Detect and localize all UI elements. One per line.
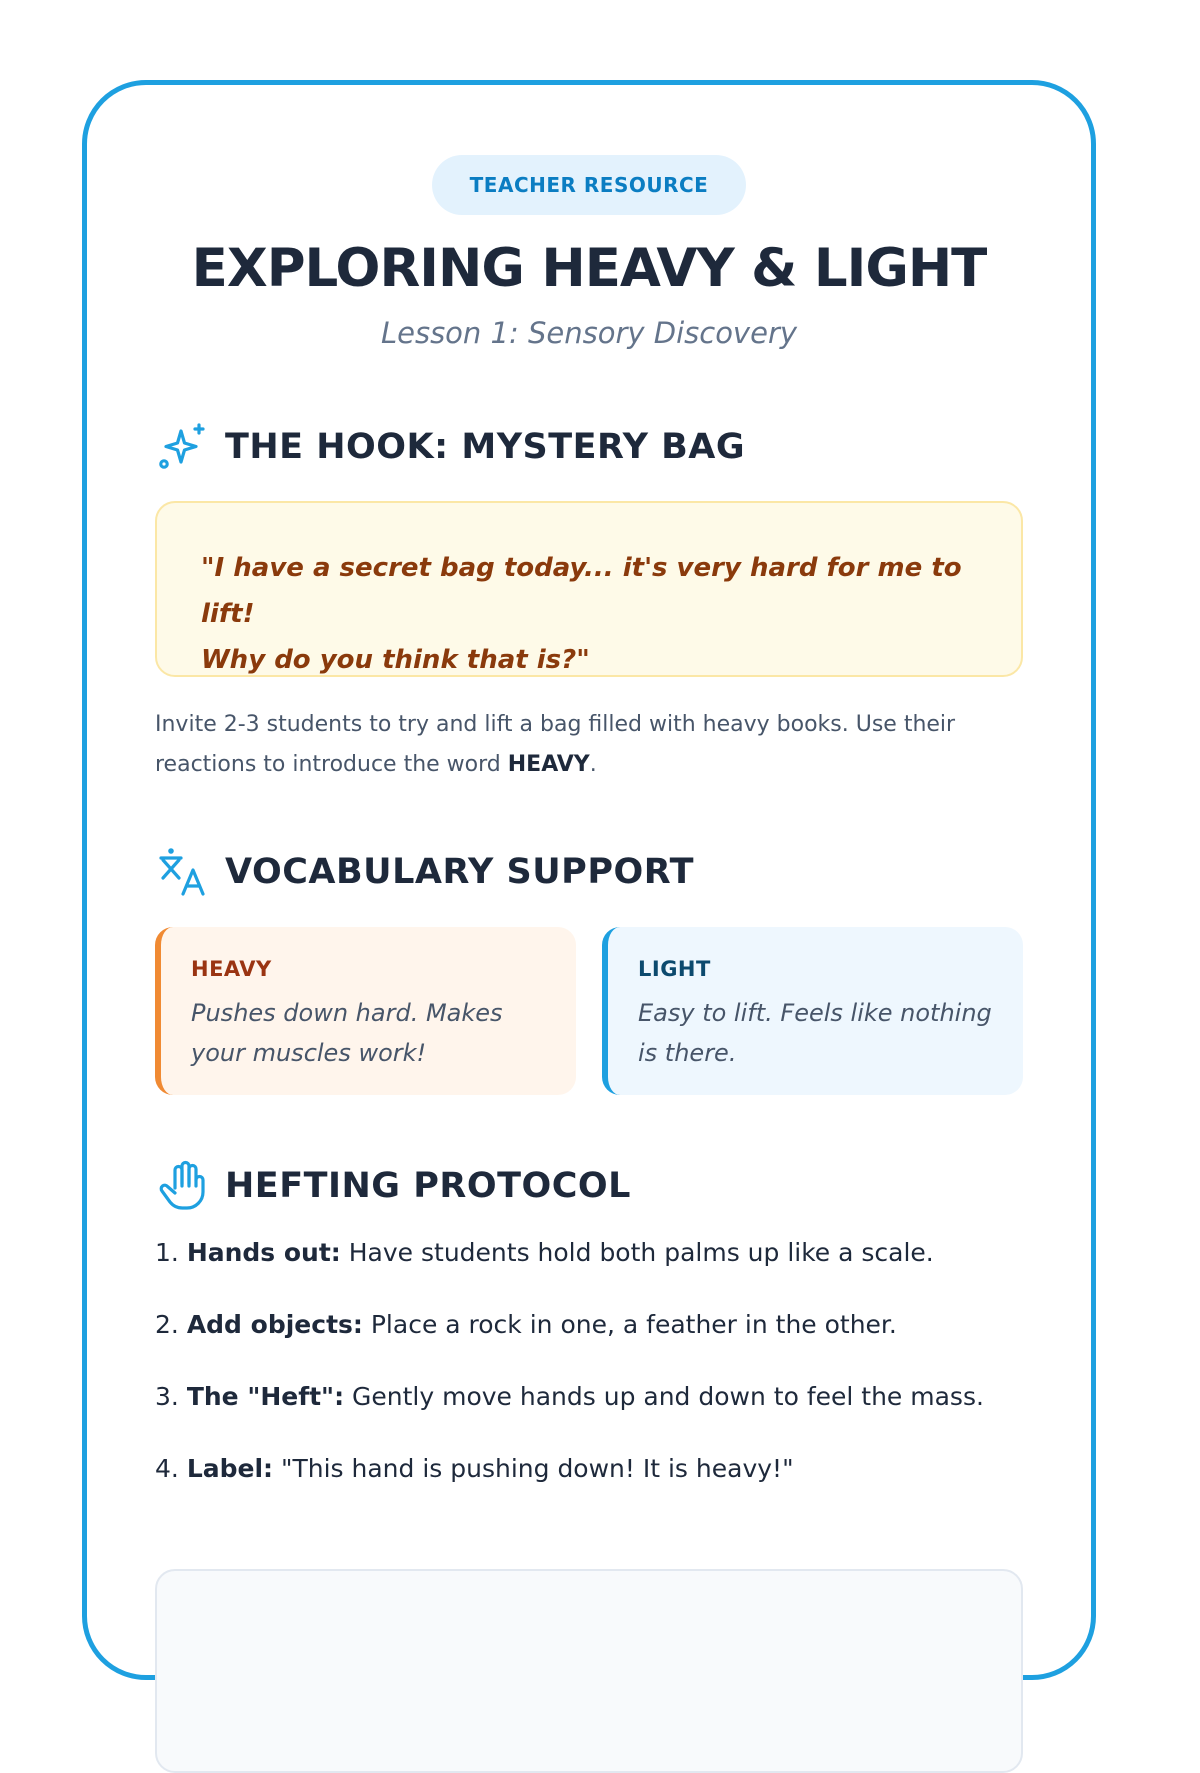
protocol-heading: HEFTING PROTOCOL xyxy=(225,1166,631,1206)
step-number: 1. xyxy=(155,1238,179,1267)
step-number: 4. xyxy=(155,1454,179,1483)
vocabulary-cards xyxy=(155,927,1023,1095)
list-item xyxy=(155,1451,1023,1487)
step-number: 3. xyxy=(155,1382,179,1411)
list-item xyxy=(155,1379,1023,1415)
step-label: The "Heft": xyxy=(186,1382,345,1411)
badge-wrapper xyxy=(155,155,1023,215)
vocab-term: HEAVY xyxy=(191,957,272,981)
hook-quote-box xyxy=(155,501,1023,677)
step-text: Gently move hands up and down to feel the mass. xyxy=(344,1382,984,1411)
language-icon xyxy=(155,844,211,900)
resource-card xyxy=(82,80,1096,1680)
vocabulary-section-header xyxy=(155,842,1023,902)
hook-body-emphasis: HEAVY xyxy=(507,752,590,777)
vocab-term: LIGHT xyxy=(638,957,711,981)
step-number: 2. xyxy=(155,1310,179,1339)
protocol-steps xyxy=(155,1235,1023,1523)
step-text: "This hand is pushing down! It is heavy!" xyxy=(273,1454,794,1483)
vocab-definition: Pushes down hard. Makes your muscles work! xyxy=(191,999,503,1067)
protocol-section-header xyxy=(155,1156,1023,1216)
hook-quote-line-2: Why do you think that is?" xyxy=(201,645,590,675)
step-label: Hands out: xyxy=(186,1238,341,1267)
page-title: EXPLORING HEAVY & LIGHT xyxy=(191,238,987,299)
hook-quote-line-1: "I have a secret bag today... it's very hard for me to lift! xyxy=(201,553,962,629)
vocabulary-heading: VOCABULARY SUPPORT xyxy=(225,852,694,892)
hook-body-end: . xyxy=(589,752,597,777)
hook-instructions xyxy=(155,705,1023,785)
hook-heading: THE HOOK: MYSTERY BAG xyxy=(225,427,746,467)
list-item xyxy=(155,1307,1023,1343)
lesson-subtitle: Lesson 1: Sensory Discovery xyxy=(380,316,798,350)
vocab-definition: Easy to lift. Feels like nothing is there. xyxy=(638,999,992,1067)
step-text: Place a rock in one, a feather in the other. xyxy=(362,1310,897,1339)
hand-icon xyxy=(155,1158,211,1214)
sparkles-icon xyxy=(155,419,211,475)
vocab-card-light xyxy=(602,927,1023,1095)
step-text: Have students hold both palms up like a scale. xyxy=(340,1238,934,1267)
vocab-card-heavy xyxy=(155,927,576,1095)
hook-body-text: Invite 2-3 students to try and lift a bag filled with heavy books. Use their reactions to introduce the word xyxy=(155,712,956,777)
step-label: Add objects: xyxy=(186,1310,363,1339)
list-item xyxy=(155,1235,1023,1271)
step-label: Label: xyxy=(186,1454,274,1483)
hook-section-header xyxy=(155,417,1023,477)
teacher-resource-badge: TEACHER RESOURCE xyxy=(432,155,747,215)
